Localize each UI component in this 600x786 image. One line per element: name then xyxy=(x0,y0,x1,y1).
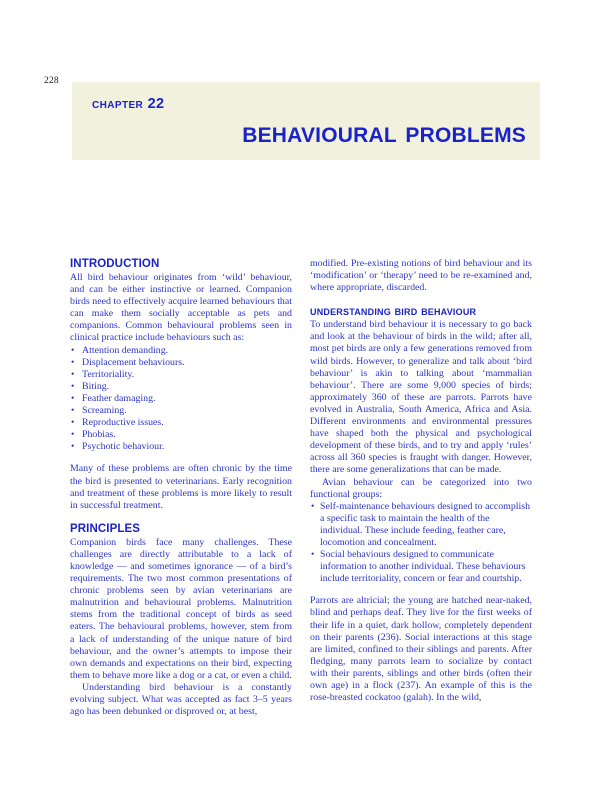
list-item: • Self-maintenance behaviours designed to accomplish a specific task to maintain the health of the individual. These include feeding, feather care, locomotion and concealment. xyxy=(310,501,532,549)
understanding-paragraph-2: Avian behaviour can be categorized into two functional groups: xyxy=(310,476,532,500)
heading-understanding-bird-behaviour: understanding bird behaviour xyxy=(310,304,477,319)
principles-paragraph-2: Understanding bird behaviour is a constantly evolving subject. What was accepted as fact 3–5 years ago has been debunked or disproved or, at best, xyxy=(70,681,292,718)
introduction-closing-paragraph: Many of these problems are often chronic by the time the bird is presented to veterinarians. Early recognition and treatment of these problems is more likely to result in successful treatment. xyxy=(70,463,292,511)
chapter-banner xyxy=(72,82,540,160)
heading-principles: PRINCIPLES xyxy=(70,522,141,535)
principles-paragraph-1: Companion birds face many challenges. These challenges are directly attributable to a lack of knowledge — and sometimes ignorance — of a bird’s requirements. The two most common presentations of chronic problems seen by avian veterinarians are malnutrition and behavioural problems. Malnutrition stems from the traditional concept of birds as seed eaters. The behavioural problems, however, stem from a lack of understanding of the unique nature of bird behaviour, and the owner’s attempts to impose their own demands and expectations on their bird, expecting them to behave more like a dog or a cat, or even a child. xyxy=(70,536,292,681)
list-item: • Feather damaging. xyxy=(70,393,292,405)
chapter-banner-inner xyxy=(72,82,540,160)
list-item: • Social behaviours designed to communicate information to another individual. These behaviours include territoriality, concern or fear and courtship. xyxy=(310,549,532,585)
list-item: • Biting. xyxy=(70,381,292,393)
continuation-paragraph: modified. Pre-existing notions of bird behaviour and its ‘modification’ or ‘therapy’ need to be re-examined and, where appropriate, discarded. xyxy=(310,258,532,294)
right-column xyxy=(310,258,532,718)
list-item: • Phobias. xyxy=(70,429,292,441)
list-item: • Territoriality. xyxy=(70,369,292,381)
introduction-paragraph: All bird behaviour originates from ‘wild’ behaviour, and can be either instinctive or learned. Companion birds need to effectively acquire learned behaviours that can make them socially acceptable as pets and companions. Common behavioural problems seen in clinical practice include behaviours such as: xyxy=(70,272,292,344)
chapter-title: behavioural problems xyxy=(242,116,526,149)
understanding-paragraph-3: Parrots are altricial; the young are hatched near-naked, blind and perhaps deaf. They live for the first weeks of their life in a quiet, dark hollow, completely dependent on their parents (236). Social interactions at this stage are limited, confined to their siblings and parents. After fledging, many parrots learn to socialize by contact with their parents, siblings and other birds (often their own age) in a flock (237). An example of this is the rose-breasted cockatoo (galah). In the wild, xyxy=(310,595,532,704)
understanding-paragraph-1: To understand bird behaviour it is necessary to go back and look at the behaviour of birds in the wild; after all, most pet birds are only a few generations removed from wild birds. However, to generalize and talk about ‘bird behaviour’ is akin to talking about ‘mammalian behaviour’. There are some 9,000 species of birds; approximately 360 of these are parrots. Parrots have evolved in Australia, South America, Africa and Asia. Different environments and environmental pressures have shaped both the physical and psychological development of these birds, and to try and apply ‘rules’ across all 360 species is fraught with danger. However, there are some generalizations that can be made. xyxy=(310,319,532,476)
left-column xyxy=(70,258,292,718)
list-item: • Attention demanding. xyxy=(70,345,292,357)
page-number: 228 xyxy=(44,76,59,86)
body-columns xyxy=(70,258,532,718)
heading-introduction: INTRODUCTION xyxy=(70,258,160,270)
list-item: • Screaming. xyxy=(70,405,292,417)
functional-groups-bullet-list xyxy=(310,501,532,586)
introduction-bullet-list xyxy=(70,345,292,454)
list-item: • Displacement behaviours. xyxy=(70,357,292,369)
chapter-label: chapter 22 xyxy=(92,96,165,112)
list-item: • Reproductive issues. xyxy=(70,417,292,429)
list-item: • Psychotic behaviour. xyxy=(70,441,292,453)
